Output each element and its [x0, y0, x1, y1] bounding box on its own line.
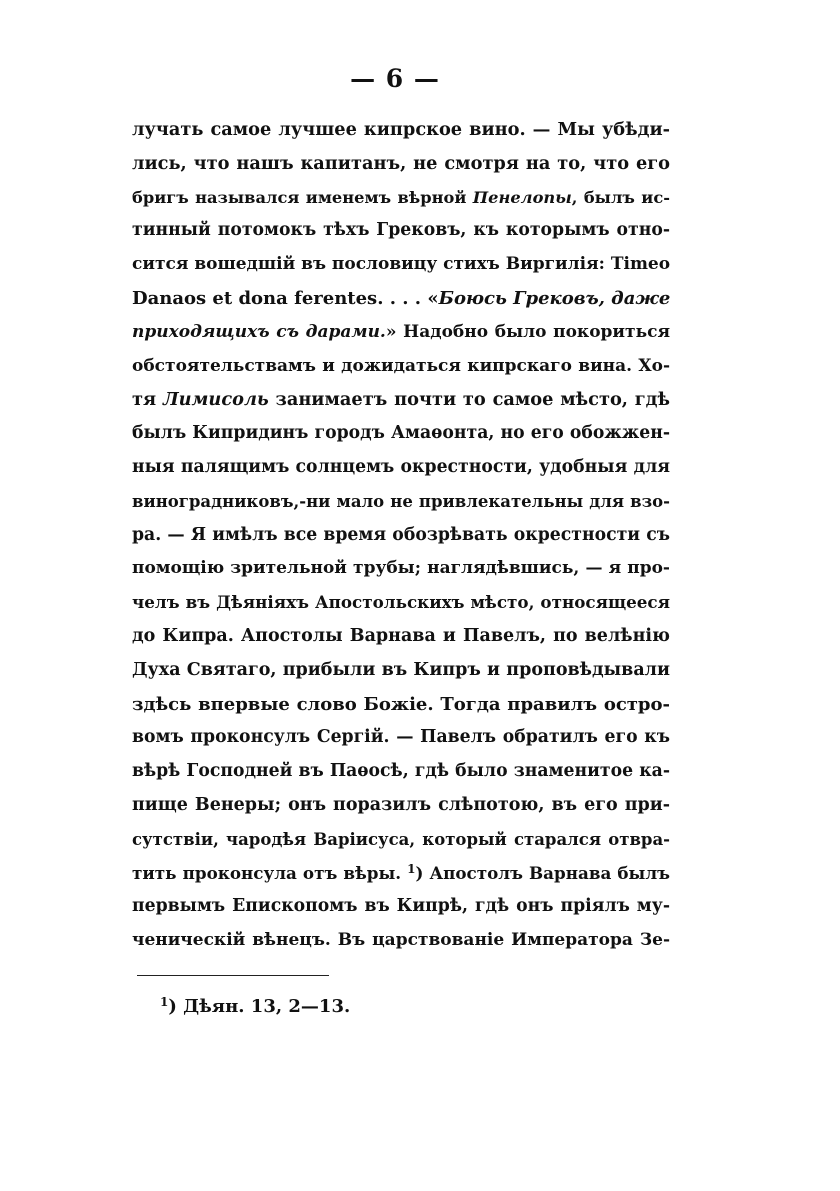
text-line	[132, 214, 670, 248]
text-segment: бригъ назывался именемъ вѣрной	[132, 187, 473, 207]
text-line	[132, 721, 670, 755]
text-line	[132, 823, 670, 857]
text-segment: былъ Кипридинъ городъ Амаѳонта, но его обожжен-	[132, 423, 670, 444]
text-segment: вомъ проконсулъ Сергій. — Павелъ обратилъ его къ	[132, 727, 670, 748]
text-segment: тить проконсула отъ вѣры.	[132, 862, 408, 883]
text-segment: ченическій вѣнецъ. Въ царствованіе Императора Зе-	[132, 930, 670, 951]
text-line	[132, 282, 670, 316]
text-segment: » Надобно было покориться	[385, 321, 671, 342]
text-segment: занимаетъ почти то самое мѣсто, гдѣ	[268, 389, 670, 411]
text-segment: виноградниковъ,-ни мало не привлекательны для взо-	[132, 491, 670, 511]
text-line	[132, 755, 670, 789]
text-line	[132, 113, 670, 147]
text-line	[132, 654, 670, 688]
text-segment: челъ въ Дѣяніяхъ Апостольскихъ мѣсто, относящееся	[132, 592, 670, 613]
text-line	[132, 789, 670, 823]
text-segment: лись, что нашъ капитанъ, не смотря на то, что его	[132, 152, 670, 174]
footnote-marker: 1	[160, 995, 169, 1009]
text-segment: первымъ Епископомъ въ Кипрѣ, гдѣ онъ пріялъ му-	[132, 896, 670, 917]
text-line	[132, 890, 670, 924]
text-segment: Danaos et dona ferentes. . . . «	[132, 287, 439, 309]
text-line	[132, 688, 670, 722]
text-line	[132, 383, 670, 417]
footnote-divider	[137, 975, 329, 976]
page-number: — 6 —	[350, 64, 440, 93]
text-line	[132, 316, 670, 350]
text-segment: здѣсь впервые слово Божіе. Тогда правилъ остро-	[132, 693, 670, 715]
text-segment: вѣрѣ Господней въ Паѳосѣ, гдѣ было знаменитое ка-	[132, 761, 670, 782]
text-segment: помощію зрительной трубы; наглядѣвшись, — я про-	[132, 558, 670, 579]
text-segment: сится вошедшій въ пословицу стихъ Виргилія: Timeo	[132, 254, 671, 275]
text-line	[132, 417, 670, 451]
main-text	[132, 113, 670, 958]
text-line	[132, 519, 670, 553]
text-segment: сутствіи, чародѣя Варіисуса, который старался отвра-	[132, 829, 670, 849]
text-segment: тя	[132, 389, 163, 411]
text-line	[132, 248, 670, 282]
italic-phrase: Лимисоль	[162, 389, 269, 411]
text-line	[132, 552, 670, 586]
text-segment: пище Венеры; онъ поразилъ слѣпотою, въ его при-	[132, 794, 670, 815]
text-segment: , былъ ис-	[571, 187, 670, 207]
text-segment: ра. — Я имѣлъ все время обозрѣвать окрестности съ	[132, 524, 670, 545]
text-line	[132, 485, 670, 519]
italic-phrase: Пенелопы	[472, 187, 572, 207]
text-segment: обстоятельствамъ и дожидаться кипрскаго вина. Хо-	[132, 355, 670, 376]
text-line	[132, 350, 670, 384]
text-line	[132, 181, 670, 215]
text-line	[132, 857, 670, 891]
text-line	[132, 451, 670, 485]
text-line	[132, 620, 670, 654]
text-line	[132, 147, 670, 181]
text-segment: ) Апостолъ Варнава былъ	[415, 862, 670, 883]
text-segment: тинный потомокъ тѣхъ Грековъ, къ которымъ отно-	[132, 220, 670, 241]
footnote-text: ) Дѣян. 13, 2—13.	[168, 996, 351, 1017]
text-line	[132, 924, 670, 958]
text-segment: Духа Святаго, прибыли въ Кипръ и проповѣдывали	[132, 659, 670, 680]
text-segment: ныя палящимъ солнцемъ окрестности, удобныя для	[132, 456, 670, 477]
footnote	[160, 996, 350, 1017]
italic-phrase: приходящихъ съ дарами.	[132, 321, 386, 342]
text-segment: лучать самое лучшее кипрское вино. — Мы убѣди-	[132, 119, 670, 140]
footnote-reference: 1	[407, 861, 416, 876]
italic-phrase: Боюсь Грековъ, даже	[438, 287, 671, 309]
text-line	[132, 586, 670, 620]
text-segment: до Кипра. Апостолы Варнава и Павелъ, по велѣнію	[132, 625, 670, 646]
